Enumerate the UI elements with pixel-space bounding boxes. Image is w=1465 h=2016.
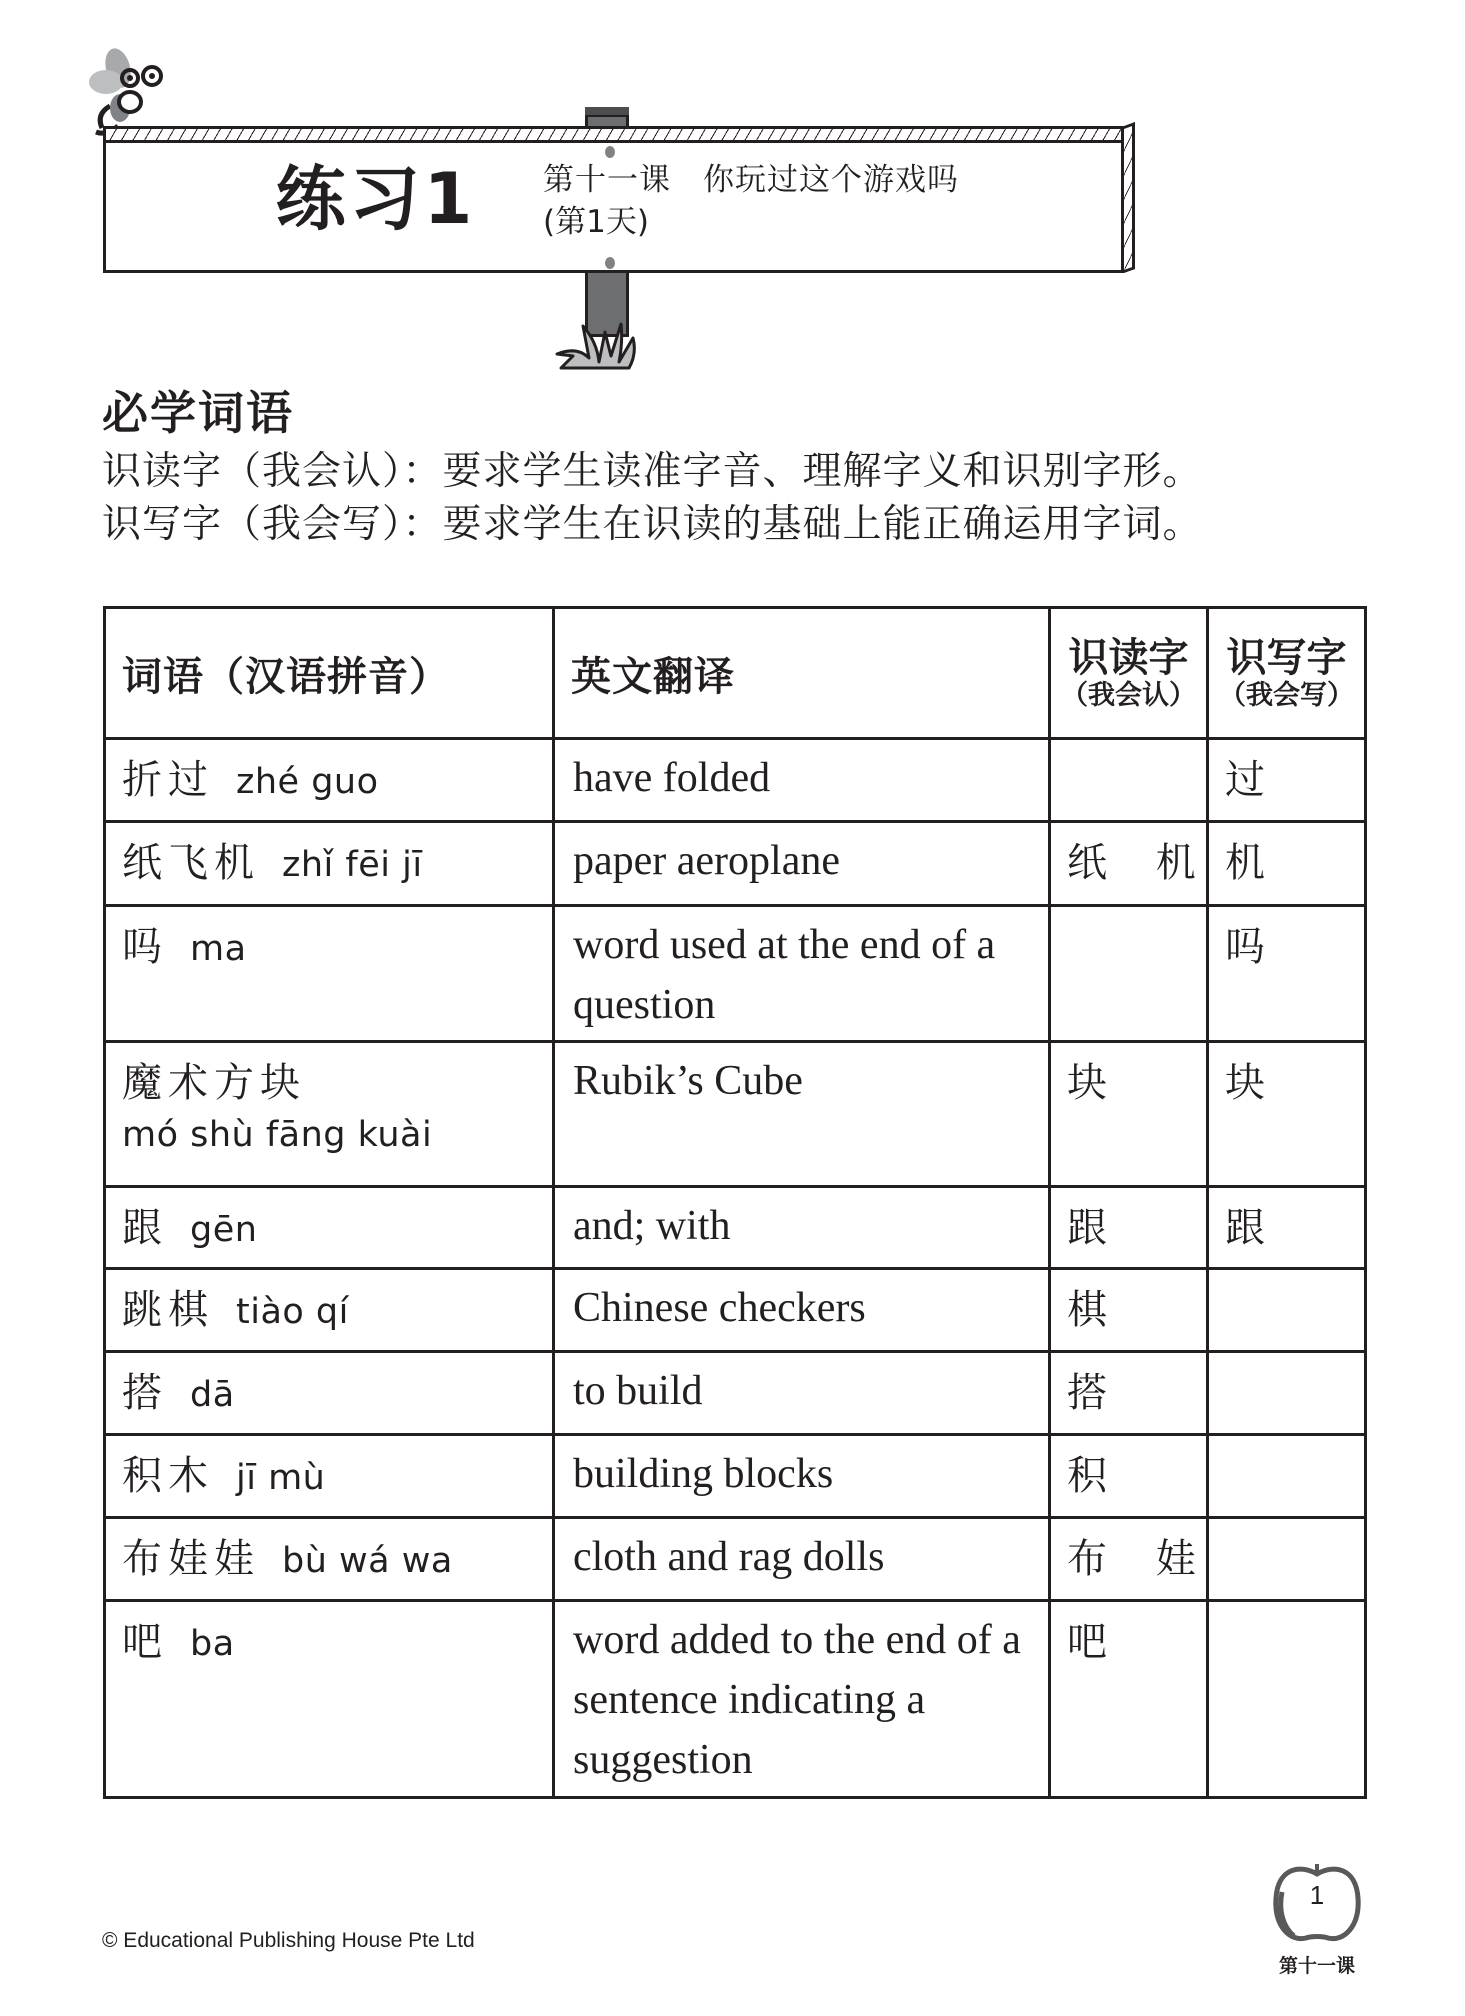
header-english: 英文翻译 — [554, 608, 1050, 739]
english-cell: Chinese checkers — [554, 1269, 1050, 1352]
read-cell — [1050, 906, 1208, 1042]
header-write-sub: （我会写） — [1219, 679, 1354, 711]
word-hanzi: 折过 — [122, 757, 214, 803]
page-number: 1 — [1309, 1880, 1325, 1910]
write-cell — [1208, 1269, 1366, 1352]
read-cell: 纸 机 — [1050, 822, 1208, 906]
header-read-sub: （我会认） — [1061, 679, 1196, 711]
word-cell — [105, 1352, 554, 1435]
write-cell — [1208, 1435, 1366, 1518]
table-row — [105, 739, 1366, 822]
english-cell: and; with — [554, 1187, 1050, 1269]
english-cell: Rubik’s Cube — [554, 1042, 1050, 1187]
table-header-row — [105, 608, 1366, 739]
header-write — [1208, 608, 1366, 739]
nail-icon — [605, 257, 615, 269]
word-pinyin: ba — [190, 1624, 235, 1664]
write-cell: 机 — [1208, 822, 1366, 906]
write-cell: 过 — [1208, 739, 1366, 822]
word-hanzi: 跟 — [122, 1205, 168, 1251]
read-cell: 块 — [1050, 1042, 1208, 1187]
write-cell: 跟 — [1208, 1187, 1366, 1269]
signpost-cap — [585, 107, 629, 117]
signboard-side-edge — [1124, 122, 1135, 273]
write-cell: 吗 — [1208, 906, 1366, 1042]
table-row — [105, 906, 1366, 1042]
signboard — [103, 126, 1124, 273]
english-cell: building blocks — [554, 1435, 1050, 1518]
table-row — [105, 1352, 1366, 1435]
english-cell: word added to the end of a sentence indicating a suggestion — [554, 1601, 1050, 1798]
grass-icon — [553, 318, 673, 370]
table-row — [105, 1269, 1366, 1352]
table-row — [105, 1042, 1366, 1187]
word-cell — [105, 739, 554, 822]
word-pinyin: jī mù — [236, 1458, 326, 1498]
word-cell — [105, 1601, 554, 1798]
english-cell: word used at the end of a question — [554, 906, 1050, 1042]
exercise-title: 练习1 — [275, 158, 477, 240]
table-row — [105, 1435, 1366, 1518]
signboard-top-edge — [106, 129, 1121, 143]
nail-icon — [605, 146, 615, 158]
header-read — [1050, 608, 1208, 739]
table-row — [105, 822, 1366, 906]
section-heading: 必学词语 — [102, 386, 294, 440]
word-hanzi: 魔术方块 — [122, 1060, 306, 1106]
word-pinyin: ma — [190, 929, 247, 969]
word-cell — [105, 906, 554, 1042]
word-pinyin: gēn — [190, 1210, 258, 1250]
lesson-title: 第十一课 你玩过这个游戏吗 — [543, 162, 959, 198]
english-cell: have folded — [554, 739, 1050, 822]
english-cell: paper aeroplane — [554, 822, 1050, 906]
english-cell: cloth and rag dolls — [554, 1518, 1050, 1601]
read-cell: 跟 — [1050, 1187, 1208, 1269]
table-row — [105, 1187, 1366, 1269]
read-cell: 吧 — [1050, 1601, 1208, 1798]
word-cell — [105, 1269, 554, 1352]
write-cell — [1208, 1601, 1366, 1798]
word-cell — [105, 1042, 554, 1187]
read-cell: 搭 — [1050, 1352, 1208, 1435]
bee-icon — [88, 48, 168, 138]
word-hanzi: 积木 — [122, 1453, 214, 1499]
word-pinyin: dā — [190, 1375, 235, 1415]
copyright-notice: © Educational Publishing House Pte Ltd — [102, 1929, 475, 1952]
read-cell — [1050, 739, 1208, 822]
write-cell — [1208, 1352, 1366, 1435]
table-row — [105, 1518, 1366, 1601]
rule-write: 识写字（我会写）：要求学生在识读的基础上能正确运用字词。 — [102, 502, 1203, 547]
word-cell — [105, 1187, 554, 1269]
english-cell: to build — [554, 1352, 1050, 1435]
write-cell: 块 — [1208, 1042, 1366, 1187]
read-cell: 棋 — [1050, 1269, 1208, 1352]
lesson-day: (第1天) — [543, 204, 649, 240]
word-hanzi: 吧 — [122, 1619, 168, 1665]
word-pinyin: zhǐ fēi jī — [282, 845, 423, 885]
word-hanzi: 跳棋 — [122, 1287, 214, 1333]
read-cell: 积 — [1050, 1435, 1208, 1518]
word-hanzi: 纸飞机 — [122, 840, 260, 886]
header-read-main: 识读字 — [1068, 634, 1189, 681]
word-pinyin: tiào qí — [236, 1292, 349, 1332]
word-cell — [105, 1518, 554, 1601]
header-write-main: 识写字 — [1226, 634, 1347, 681]
word-hanzi: 布娃娃 — [122, 1536, 260, 1582]
word-hanzi: 搭 — [122, 1370, 168, 1416]
word-pinyin: bù wá wa — [282, 1541, 453, 1581]
word-hanzi: 吗 — [122, 924, 168, 970]
word-cell — [105, 822, 554, 906]
table-row — [105, 1601, 1366, 1798]
word-pinyin: zhé guo — [236, 762, 379, 802]
word-cell — [105, 1435, 554, 1518]
write-cell — [1208, 1518, 1366, 1601]
header-word: 词语（汉语拼音） — [105, 608, 554, 739]
rule-read: 识读字（我会认）：要求学生读准字音、理解字义和识别字形。 — [102, 449, 1203, 494]
vocabulary-table — [103, 606, 1367, 1799]
read-cell: 布 娃 — [1050, 1518, 1208, 1601]
word-pinyin: mó shù fāng kuài — [122, 1115, 433, 1155]
page-lesson-label: 第十一课 — [1278, 1955, 1355, 1977]
